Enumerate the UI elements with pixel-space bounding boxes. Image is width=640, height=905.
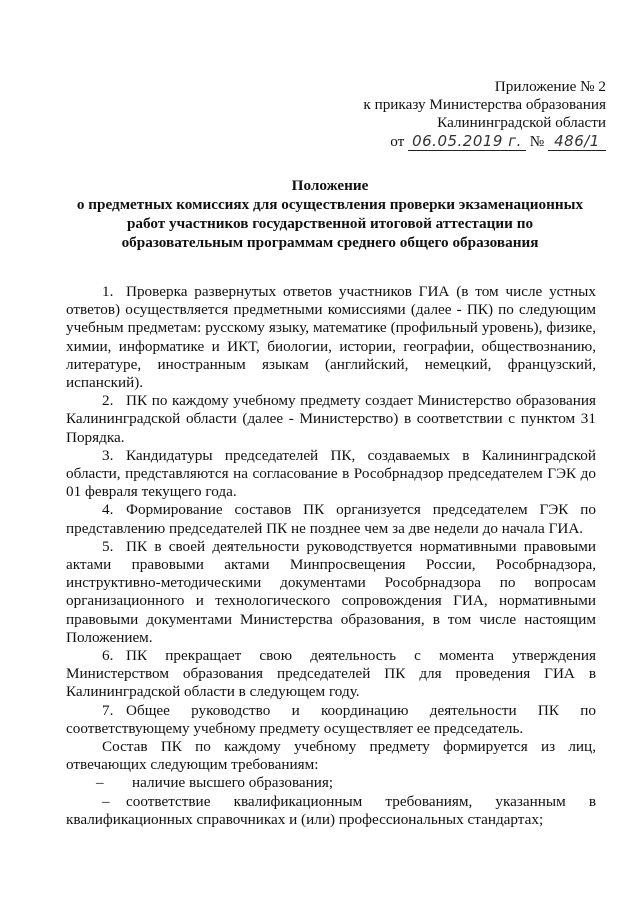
paragraph-number: 2. bbox=[102, 392, 114, 410]
paragraph-number: 3. bbox=[102, 446, 114, 464]
paragraph-6 bbox=[66, 647, 596, 702]
number-label: № bbox=[529, 133, 545, 150]
paragraph-number: 6. bbox=[102, 647, 114, 665]
handwritten-number: 486/1 bbox=[548, 132, 606, 151]
paragraph-text: ПК прекращает свою деятельность с момента утверждения Министерством образования председателей ПК для проведения ГИА в Калининградской области в следующем году. bbox=[66, 647, 596, 701]
dash-marker: – bbox=[96, 774, 104, 792]
title-line-3: работ участников государственной итоговой аттестации по bbox=[126, 215, 534, 232]
paragraph-number: 5. bbox=[102, 537, 114, 555]
dash-marker: – bbox=[102, 792, 110, 810]
appendix-date-number bbox=[346, 132, 606, 151]
requirement-item bbox=[66, 793, 596, 829]
paragraph-text: Общее руководство и координацию деятельности ПК по соответствующему учебному предмету осуществляет ее председатель. bbox=[66, 701, 596, 737]
paragraph-7 bbox=[66, 702, 596, 738]
document-body bbox=[66, 283, 596, 829]
handwritten-date: 06.05.2019 г. bbox=[408, 132, 526, 151]
paragraph-2 bbox=[66, 392, 596, 447]
title-line-2: о предметных комиссиях для осуществления проверки экзаменационных bbox=[76, 196, 584, 213]
document-title bbox=[64, 176, 596, 252]
requirement-item bbox=[66, 774, 596, 792]
title-line-4: образовательным программам среднего общего образования bbox=[121, 234, 539, 251]
paragraph-number: 4. bbox=[102, 501, 114, 519]
paragraph-number: 1. bbox=[102, 283, 114, 300]
paragraph-1 bbox=[66, 283, 596, 392]
paragraph-5 bbox=[66, 538, 596, 647]
composition-paragraph: Состав ПК по каждому учебному предмету формируется из лиц, отвечающих следующим требованиям: bbox=[66, 738, 596, 774]
paragraph-text: Кандидатуры председателей ПК, создаваемых в Калининградской области, представляются на согласование в Рособрнадзор председателем ГЭК до 01 февраля текущего года. bbox=[66, 446, 596, 501]
paragraph-4 bbox=[66, 501, 596, 537]
requirement-text: наличие высшего образования; bbox=[132, 774, 334, 792]
paragraph-text: Формирование составов ПК организуется председателем ГЭК по представлению председателей ПК не позднее чем за две недели до начала ГИА. bbox=[66, 501, 596, 537]
title-line-1: Положение bbox=[291, 177, 369, 194]
paragraph-text: Проверка развернутых ответов участников ГИА (в том числе устных ответов) осуществляется предметными комиссиями (далее - ПК) по следующим учебным предметам: русскому языку, математике (профильный уровень), физике, химии, информатике и ИКТ, биологии, истории, географии, обществознанию, литературе, иностранным языкам (английский, немецкий, французский, испанский). bbox=[66, 283, 596, 392]
appendix-order-ref: к приказу Министерства образования bbox=[363, 96, 606, 113]
requirement-text: соответствие квалификационным требованиям, указанным в квалификационных справочниках и (или) профессиональных стандартах; bbox=[66, 792, 596, 828]
appendix-number: Приложение № 2 bbox=[494, 78, 606, 95]
paragraph-3 bbox=[66, 447, 596, 502]
paragraph-text: ПК в своей деятельности руководствуется нормативными правовыми актами правовыми актами Минпросвещения России, Рособрнадзора, инструктивно-методическими документами Рособрнадзора по вопросам организационного и технологического сопровождения ГИА, нормативными правовыми документами Министерства образования, в том числе настоящим Положением. bbox=[66, 537, 596, 646]
appendix-region: Калининградской области bbox=[437, 114, 606, 131]
appendix-header bbox=[346, 78, 606, 151]
from-label: от bbox=[390, 133, 405, 150]
paragraph-number: 7. bbox=[102, 701, 114, 719]
paragraph-text: ПК по каждому учебному предмету создает Министерство образования Калининградской области (далее - Министерство) в соответствии с пунктом 31 Порядка. bbox=[66, 392, 596, 446]
